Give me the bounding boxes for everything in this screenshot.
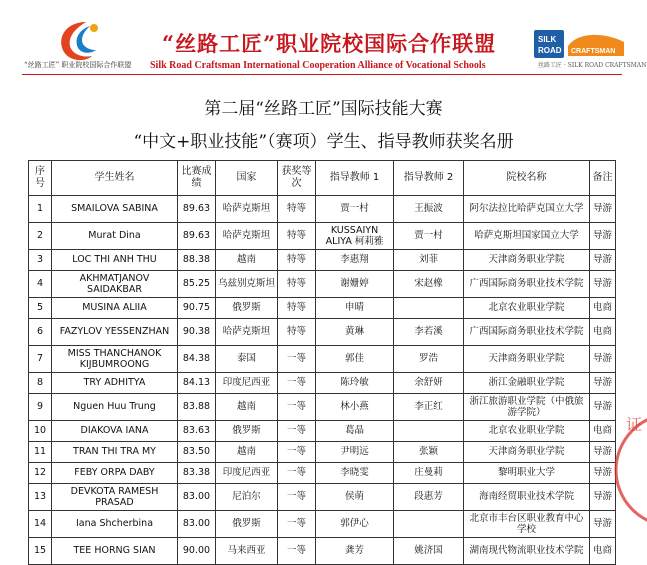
cell-score: 83.88 (178, 394, 216, 421)
header-cell: 比赛成绩 (178, 161, 216, 196)
cell-note: 电商 (590, 538, 616, 565)
cell-name: Nguen Huu Trung (52, 394, 178, 421)
awards-table (28, 160, 616, 565)
cell-t2: 王振波 (394, 196, 464, 223)
cell-note: 导游 (590, 223, 616, 250)
cell-no: 9 (29, 394, 52, 421)
cell-t2: 张颖 (394, 442, 464, 463)
cell-name: MISS THANCHANOK KIJBUMROONG (52, 346, 178, 373)
cell-no: 6 (29, 319, 52, 346)
cell-no: 15 (29, 538, 52, 565)
cell-score: 84.13 (178, 373, 216, 394)
cell-country: 越南 (216, 394, 278, 421)
table-row (29, 484, 616, 511)
logo-right-word3: CRAFTSMAN (571, 48, 616, 55)
cell-level: 特等 (278, 271, 316, 298)
cell-country: 哈萨克斯坦 (216, 319, 278, 346)
cell-score: 83.00 (178, 511, 216, 538)
table-row (29, 373, 616, 394)
cell-t1: 侯萌 (316, 484, 394, 511)
header-cell: 学生姓名 (52, 161, 178, 196)
cell-note: 电商 (590, 319, 616, 346)
cell-t2: 姚济国 (394, 538, 464, 565)
cell-school: 广西国际商务职业技术学院 (464, 271, 590, 298)
header-cell: 指导教师 1 (316, 161, 394, 196)
cell-t1: 葛晶 (316, 421, 394, 442)
cell-note: 导游 (590, 196, 616, 223)
cell-school: 北京农业职业学院 (464, 421, 590, 442)
cell-t1: 林小燕 (316, 394, 394, 421)
cell-score: 83.63 (178, 421, 216, 442)
cell-note: 导游 (590, 394, 616, 421)
cell-name: TEE HORNG SIAN (52, 538, 178, 565)
header-cell: 备注 (590, 161, 616, 196)
cell-t2: 罗浩 (394, 346, 464, 373)
cell-t1: 黄琳 (316, 319, 394, 346)
cell-t2: 李若溪 (394, 319, 464, 346)
cell-name: FAZYLOV YESSENZHAN (52, 319, 178, 346)
table-row (29, 223, 616, 250)
cell-t1: 郭伊心 (316, 511, 394, 538)
table-header-row (29, 161, 616, 196)
cell-no: 3 (29, 250, 52, 271)
cell-no: 11 (29, 442, 52, 463)
cell-t2: 贾一村 (394, 223, 464, 250)
cell-name: TRY ADHITYA (52, 373, 178, 394)
logo-right-caption: 丝路工匠 · SILK ROAD CRAFTSMAN (538, 62, 647, 69)
cell-score: 83.00 (178, 484, 216, 511)
cell-t2 (394, 298, 464, 319)
cell-no: 2 (29, 223, 52, 250)
cell-country: 俄罗斯 (216, 421, 278, 442)
cell-t2: 庄曼莉 (394, 463, 464, 484)
cell-no: 8 (29, 373, 52, 394)
stamp-text: 证 (626, 415, 643, 434)
cell-level: 特等 (278, 223, 316, 250)
cell-school: 阿尔法拉比哈萨克国立大学 (464, 196, 590, 223)
cell-t1: KUSSAIYN ALIYA 柯莉雅 (316, 223, 394, 250)
cell-level: 特等 (278, 250, 316, 271)
cell-country: 泰国 (216, 346, 278, 373)
cell-country: 越南 (216, 442, 278, 463)
cell-no: 12 (29, 463, 52, 484)
cell-t1: 申晴 (316, 298, 394, 319)
cell-score: 83.50 (178, 442, 216, 463)
cell-t1: 龚芳 (316, 538, 394, 565)
cell-note: 导游 (590, 463, 616, 484)
cell-school: 浙江旅游职业学院（中俄旅游学院） (464, 394, 590, 421)
cell-school: 海南经贸职业技术学院 (464, 484, 590, 511)
cell-school: 黎明职业大学 (464, 463, 590, 484)
cell-level: 一等 (278, 421, 316, 442)
cell-no: 13 (29, 484, 52, 511)
cell-name: TRAN THI TRA MY (52, 442, 178, 463)
cell-school: 北京市丰台区职业教育中心学校 (464, 511, 590, 538)
cell-country: 印度尼西亚 (216, 463, 278, 484)
cell-score: 89.63 (178, 223, 216, 250)
cell-no: 4 (29, 271, 52, 298)
cell-school: 天津商务职业学院 (464, 250, 590, 271)
cell-country: 俄罗斯 (216, 298, 278, 319)
cell-school: 广西国际商务职业技术学院 (464, 319, 590, 346)
cell-t2: 刘菲 (394, 250, 464, 271)
cell-t2: 余舒妍 (394, 373, 464, 394)
cell-note: 导游 (590, 511, 616, 538)
cell-name: Murat Dina (52, 223, 178, 250)
cell-t2 (394, 511, 464, 538)
cell-t2: 宋赵橡 (394, 271, 464, 298)
cell-score: 85.25 (178, 271, 216, 298)
table-row (29, 319, 616, 346)
header-cell: 指导教师 2 (394, 161, 464, 196)
cell-country: 马来西亚 (216, 538, 278, 565)
cell-level: 一等 (278, 511, 316, 538)
logo-right-word1: SILK (538, 35, 557, 44)
cell-level: 一等 (278, 538, 316, 565)
cell-level: 一等 (278, 442, 316, 463)
cell-name: DIAKOVA IANA (52, 421, 178, 442)
cell-country: 越南 (216, 250, 278, 271)
cell-name: DEVKOTA RAMESH PRASAD (52, 484, 178, 511)
cell-t1: 李惠翔 (316, 250, 394, 271)
cell-country: 哈萨克斯坦 (216, 223, 278, 250)
header-divider (22, 74, 622, 75)
logo-right-word2: ROAD (538, 46, 562, 55)
roster-title: “中文+职业技能”（赛项）学生、指导教师获奖名册 (133, 132, 514, 152)
cell-school: 哈萨克斯坦国家国立大学 (464, 223, 590, 250)
cell-score: 83.38 (178, 463, 216, 484)
cell-level: 特等 (278, 196, 316, 223)
cell-level: 特等 (278, 319, 316, 346)
cell-no: 7 (29, 346, 52, 373)
cell-score: 89.63 (178, 196, 216, 223)
alliance-title-cn: “丝路工匠”职业院校国际合作联盟 (162, 31, 497, 56)
cell-no: 14 (29, 511, 52, 538)
table-row (29, 511, 616, 538)
cell-school: 天津商务职业学院 (464, 442, 590, 463)
table-row (29, 196, 616, 223)
cell-country: 印度尼西亚 (216, 373, 278, 394)
cell-note: 导游 (590, 250, 616, 271)
header-cell: 院校名称 (464, 161, 590, 196)
cell-score: 90.38 (178, 319, 216, 346)
cell-t2: 段惠芳 (394, 484, 464, 511)
cell-level: 一等 (278, 484, 316, 511)
cell-country: 尼泊尔 (216, 484, 278, 511)
cell-country: 乌兹别克斯坦 (216, 271, 278, 298)
cell-country: 俄罗斯 (216, 511, 278, 538)
table-row (29, 346, 616, 373)
cell-name: Iana Shcherbina (52, 511, 178, 538)
cell-t2 (394, 421, 464, 442)
cell-t1: 尹明远 (316, 442, 394, 463)
cell-country: 哈萨克斯坦 (216, 196, 278, 223)
cell-level: 一等 (278, 394, 316, 421)
cell-level: 一等 (278, 346, 316, 373)
alliance-title-en: Silk Road Craftsman International Cooperation Alliance of Vocational Schools (150, 60, 486, 71)
table-row (29, 250, 616, 271)
cell-school: 天津商务职业学院 (464, 346, 590, 373)
cell-level: 特等 (278, 298, 316, 319)
cell-note: 电商 (590, 298, 616, 319)
cell-note: 导游 (590, 346, 616, 373)
cell-school: 北京农业职业学院 (464, 298, 590, 319)
cell-note: 导游 (590, 271, 616, 298)
document-header (0, 0, 647, 84)
cell-score: 90.75 (178, 298, 216, 319)
cell-t1: 李晓雯 (316, 463, 394, 484)
table-row (29, 463, 616, 484)
silk-road-craftsman-logo-icon (534, 28, 626, 62)
header-cell: 获奖等次 (278, 161, 316, 196)
cell-no: 10 (29, 421, 52, 442)
cell-note: 导游 (590, 484, 616, 511)
cell-school: 湖南现代物流职业技术学院 (464, 538, 590, 565)
cell-t1: 谢姗婷 (316, 271, 394, 298)
cell-level: 一等 (278, 373, 316, 394)
official-seal-icon (610, 400, 647, 529)
table-row (29, 442, 616, 463)
header-cell: 序号 (29, 161, 52, 196)
table-row (29, 421, 616, 442)
table-row (29, 271, 616, 298)
header-cell: 国家 (216, 161, 278, 196)
cell-note: 导游 (590, 442, 616, 463)
table-row (29, 298, 616, 319)
cell-t1: 郭佳 (316, 346, 394, 373)
cell-name: AKHMATJANOV SAIDAKBAR (52, 271, 178, 298)
table-row (29, 394, 616, 421)
cell-score: 90.00 (178, 538, 216, 565)
cell-note: 导游 (590, 373, 616, 394)
cell-no: 1 (29, 196, 52, 223)
cell-name: SMAILOVA SABINA (52, 196, 178, 223)
table-row (29, 538, 616, 565)
cell-note: 电商 (590, 421, 616, 442)
cell-t2: 李正红 (394, 394, 464, 421)
cell-score: 88.38 (178, 250, 216, 271)
cell-name: MUSINA ALIIA (52, 298, 178, 319)
cell-level: 一等 (278, 463, 316, 484)
cell-name: LOC THI ANH THU (52, 250, 178, 271)
cell-school: 浙江金融职业学院 (464, 373, 590, 394)
logo-left-caption: “丝路工匠” 职业院校国际合作联盟 (24, 61, 132, 69)
cell-score: 84.38 (178, 346, 216, 373)
cell-no: 5 (29, 298, 52, 319)
cell-name: FEBY ORPA DABY (52, 463, 178, 484)
cell-t1: 陈玲敏 (316, 373, 394, 394)
competition-title: 第二届“丝路工匠”国际技能大赛 (204, 99, 443, 119)
cell-t1: 贾一村 (316, 196, 394, 223)
